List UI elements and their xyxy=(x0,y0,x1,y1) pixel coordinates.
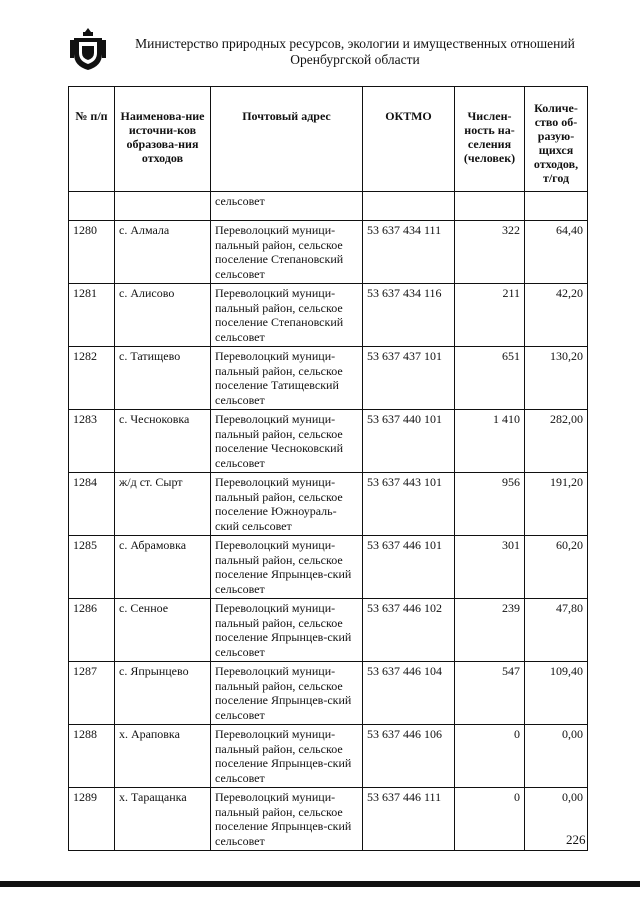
cell-waste: 47,80 xyxy=(525,599,588,662)
cell-num: 1283 xyxy=(69,410,115,473)
cell-waste: 109,40 xyxy=(525,662,588,725)
cell-num: 1289 xyxy=(69,788,115,851)
cell-oktmo: 53 637 440 101 xyxy=(363,410,455,473)
cell-num: 1284 xyxy=(69,473,115,536)
cell-oktmo: 53 637 446 101 xyxy=(363,536,455,599)
cell-num: 1285 xyxy=(69,536,115,599)
table-row xyxy=(69,599,588,662)
cell-population: 301 xyxy=(455,536,525,599)
cell-oktmo: 53 637 434 111 xyxy=(363,221,455,284)
cell-waste: 282,00 xyxy=(525,410,588,473)
waste-sources-table xyxy=(68,86,588,851)
continuation-row xyxy=(69,192,588,221)
column-header-num: № п/п xyxy=(69,87,115,192)
column-header-population: Числен-ность на-селения (человек) xyxy=(455,87,525,192)
table-row xyxy=(69,410,588,473)
cell-address: Переволоцкий муници-пальный район, сельское поселение Чесноковский сельсовет xyxy=(211,410,363,473)
table-row xyxy=(69,347,588,410)
cell-num: 1286 xyxy=(69,599,115,662)
cell-waste: 191,20 xyxy=(525,473,588,536)
cell-name: с. Татищево xyxy=(115,347,211,410)
page-number: 226 xyxy=(566,832,586,847)
cell-oktmo: 53 637 437 101 xyxy=(363,347,455,410)
cell-waste: 0,00 xyxy=(525,788,588,851)
cell-waste: 42,20 xyxy=(525,284,588,347)
cell-oktmo: 53 637 446 111 xyxy=(363,788,455,851)
cell-population: 0 xyxy=(455,788,525,851)
cell-name: ж/д ст. Сырт xyxy=(115,473,211,536)
cell-num: 1282 xyxy=(69,347,115,410)
cell-name: с. Сенное xyxy=(115,599,211,662)
cell-population: 547 xyxy=(455,662,525,725)
cell-num: 1280 xyxy=(69,221,115,284)
table-row xyxy=(69,284,588,347)
footer-divider xyxy=(0,881,640,887)
cell-name: с. Алисово xyxy=(115,284,211,347)
table-row xyxy=(69,536,588,599)
cell-address: Переволоцкий муници-пальный район, сельское поселение Степановский сельсовет xyxy=(211,284,363,347)
cell-oktmo: 53 637 446 102 xyxy=(363,599,455,662)
cell-waste: 64,40 xyxy=(525,221,588,284)
region-name: Оренбургской области xyxy=(290,52,420,67)
cell-name: с. Абрамовка xyxy=(115,536,211,599)
cell-oktmo: 53 637 446 106 xyxy=(363,725,455,788)
cell-population: 322 xyxy=(455,221,525,284)
column-header-oktmo: ОКТМО xyxy=(363,87,455,192)
cell-population: 0 xyxy=(455,725,525,788)
cell-name: с. Чесноковка xyxy=(115,410,211,473)
ministry-name: Министерство природных ресурсов, экологии и имущественных отношений xyxy=(135,36,575,51)
cell-population: 651 xyxy=(455,347,525,410)
cell-oktmo: 53 637 443 101 xyxy=(363,473,455,536)
cell-num: 1281 xyxy=(69,284,115,347)
table-row xyxy=(69,221,588,284)
cell-name: х. Таращанка xyxy=(115,788,211,851)
cell-address: Переволоцкий муници-пальный район, сельское поселение Япрынцев-ский сельсовет xyxy=(211,536,363,599)
cell-population: 956 xyxy=(455,473,525,536)
cell-address: Переволоцкий муници-пальный район, сельское поселение Япрынцев-ский сельсовет xyxy=(211,725,363,788)
cell-address: Переволоцкий муници-пальный район, сельское поселение Южноураль-ский сельсовет xyxy=(211,473,363,536)
cell-population: 211 xyxy=(455,284,525,347)
cell-population: 239 xyxy=(455,599,525,662)
table-row xyxy=(69,662,588,725)
column-header-address: Почтовый адрес xyxy=(211,87,363,192)
cell-address: Переволоцкий муници-пальный район, сельское поселение Степановский сельсовет xyxy=(211,221,363,284)
document-header xyxy=(120,36,590,68)
table-row xyxy=(69,473,588,536)
table-row xyxy=(69,725,588,788)
cell-address: Переволоцкий муници-пальный район, сельское поселение Япрынцев-ский сельсовет xyxy=(211,599,363,662)
cell-name: х. Араповка xyxy=(115,725,211,788)
cell-address: Переволоцкий муници-пальный район, сельское поселение Япрынцев-ский сельсовет xyxy=(211,788,363,851)
column-header-waste: Количе-ство об-разую-щихся отходов, т/год xyxy=(525,87,588,192)
cell-address: Переволоцкий муници-пальный район, сельское поселение Япрынцев-ский сельсовет xyxy=(211,662,363,725)
coat-of-arms-icon xyxy=(70,26,106,72)
continuation-text: сельсовет xyxy=(211,192,363,221)
cell-waste: 130,20 xyxy=(525,347,588,410)
cell-name: с. Алмала xyxy=(115,221,211,284)
cell-waste: 60,20 xyxy=(525,536,588,599)
cell-name: с. Япрынцево xyxy=(115,662,211,725)
cell-oktmo: 53 637 434 116 xyxy=(363,284,455,347)
cell-num: 1287 xyxy=(69,662,115,725)
column-header-name: Наименова-ние источни-ков образова-ния отходов xyxy=(115,87,211,192)
cell-num: 1288 xyxy=(69,725,115,788)
table-header-row xyxy=(69,87,588,192)
table-row xyxy=(69,788,588,851)
cell-address: Переволоцкий муници-пальный район, сельское поселение Татищевский сельсовет xyxy=(211,347,363,410)
cell-oktmo: 53 637 446 104 xyxy=(363,662,455,725)
cell-population: 1 410 xyxy=(455,410,525,473)
cell-waste: 0,00 xyxy=(525,725,588,788)
